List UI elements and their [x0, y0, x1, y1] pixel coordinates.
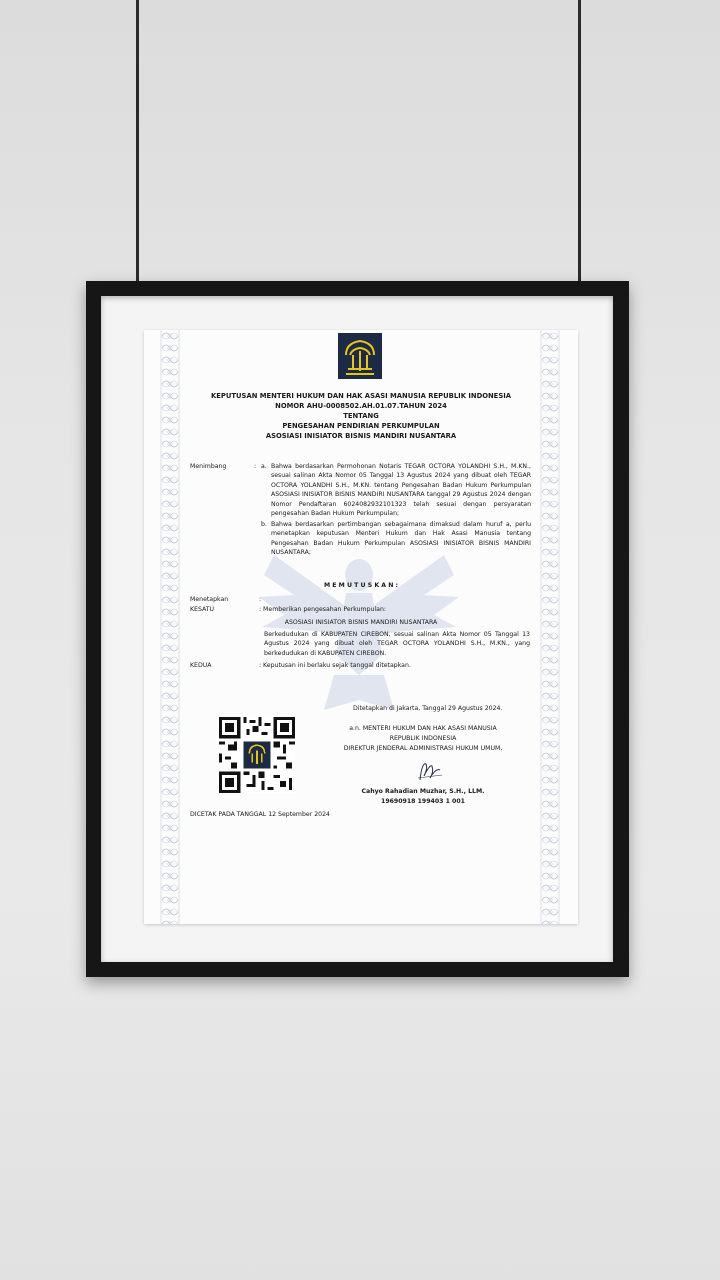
title-line-1: KEPUTUSAN MENTERI HUKUM DAN HAK ASASI MANUSIA REPUBLIK INDONESIA	[210, 392, 511, 400]
item-b-text: Bahwa berdasarkan pertimbangan sebagaimana dimaksud dalam huruf a, perlu menetapkan keputusan Menteri Hukum dan Hak Asasi Manusia tentang Pengesahan Badan Hukum Perkumpulan ASOSIASI INISIATOR BISNIS MANDIRI NUSANTARA;	[271, 521, 531, 557]
an-line-3: DIREKTUR JENDERAL ADMINISTRASI HUKUM UMUM,	[343, 745, 503, 752]
certificate	[144, 330, 578, 924]
menimbang-colon: :	[254, 463, 257, 470]
menimbang-label: Menimbang	[190, 463, 227, 470]
memutuskan-heading: M E M U T U S K A N :	[323, 582, 399, 589]
kesatu-text: : Memberikan pengesahan Perkumpulan:	[259, 606, 386, 613]
kedua-label: KEDUA	[190, 662, 212, 669]
menetapkan-colon: :	[259, 596, 262, 603]
kesatu-label: KESATU	[190, 606, 215, 613]
hanging-wire-right	[578, 0, 581, 282]
title-line-3: TENTANG	[343, 412, 379, 420]
item-b-marker: b.	[261, 521, 267, 528]
signature-image	[412, 758, 446, 784]
item-a-text: Bahwa berdasarkan Permohonan Notaris TEGAR OCTORA YOLANDHI S.H., M.KN., sesuai salinan Akta Nomor 05 Tanggal 13 Agustus 2024 yang dibuat oleh TEGAR OCTORA YOLANDHI S.H., M.KN. tentang Pengesahan Badan Hukum Perkumpulan ASOSIASI INISIATOR BISNIS MANDIRI NUSANTARA tanggal 29 Agustus 2024 dengan Nomor Pendaftaran 6024082932101323 telah sesuai dengan persyaratan pengesahan Badan Hukum Perkumpulan;	[271, 463, 531, 518]
title-line-2: NOMOR AHU-0008502.AH.01.07.TAHUN 2024	[275, 402, 447, 410]
menetapkan-label: Menetapkan	[190, 596, 229, 603]
item-a-marker: a.	[261, 463, 267, 470]
kesatu-domicile: Berkedudukan di KABUPATEN CIREBON, sesuai salinan Akta Nomor 05 Tanggal 13 Agustus 2024 yang dibuat oleh TEGAR OCTORA YOLANDHI S.H., M.KN., yang berkedudukan di KABUPATEN CIREBON.	[264, 631, 530, 657]
an-line-1: a.n. MENTERI HUKUM DAN HAK ASASI MANUSIA	[349, 725, 497, 732]
qr-code-image	[219, 717, 295, 793]
hanging-wire-left	[136, 0, 139, 282]
an-line-2: REPUBLIK INDONESIA	[389, 735, 457, 742]
signer-name: Cahyo Rahadian Muzhar, S.H., LLM.	[361, 788, 485, 795]
title-line-5: ASOSIASI INISIATOR BISNIS MANDIRI NUSANTARA	[265, 432, 457, 440]
organization-name: ASOSIASI INISIATOR BISNIS MANDIRI NUSANTARA	[284, 619, 438, 626]
ministry-emblem-icon	[338, 333, 382, 379]
kedua-text: : Keputusan ini berlaku sejak tanggal ditetapkan.	[259, 662, 411, 669]
ditetapkan-text: Ditetapkan di Jakarta, Tanggal 29 Agustus 2024.	[353, 705, 503, 712]
title-line-4: PENGESAHAN PENDIRIAN PERKUMPULAN	[282, 422, 440, 430]
printed-date: DICETAK PADA TANGGAL 12 September 2024	[190, 811, 330, 818]
signer-nip: 19690918 199403 1 001	[381, 798, 465, 805]
